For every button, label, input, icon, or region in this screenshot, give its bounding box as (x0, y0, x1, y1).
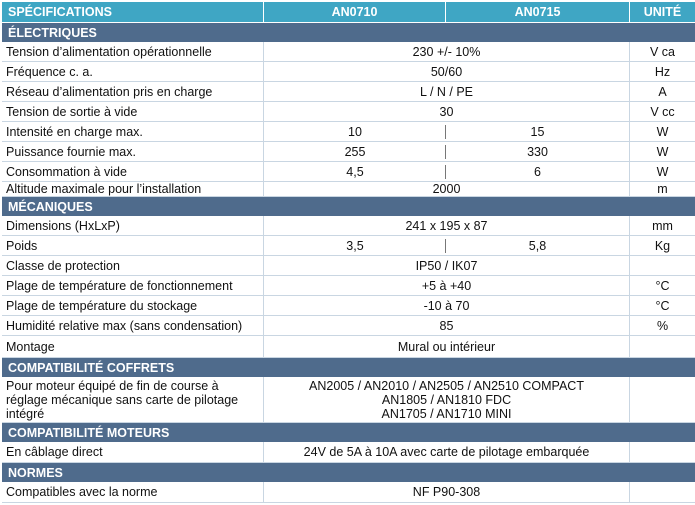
column-divider (445, 165, 446, 179)
row-value-an0715: 6 (446, 162, 630, 181)
row-label-line: Pour moteur équipé de fin de course à (6, 378, 219, 393)
table-row (2, 482, 695, 503)
row-value: 241 x 195 x 87 (264, 216, 630, 235)
row-unit (630, 336, 695, 357)
table-row (2, 296, 695, 316)
section-normes (2, 463, 695, 482)
row-label: Intensité en charge max. (2, 122, 264, 141)
row-value: 50/60 (264, 62, 630, 81)
section-electriques (2, 23, 695, 42)
row-unit: m (657, 182, 668, 196)
table-row (2, 236, 695, 256)
row-value: NF P90-308 (264, 482, 630, 502)
section-title: NORMES (8, 465, 63, 480)
section-compatibilite-moteurs (2, 423, 695, 442)
table-row (2, 216, 695, 236)
row-value (264, 377, 630, 422)
row-unit: mm (652, 218, 673, 233)
specifications-table (2, 2, 695, 503)
row-unit: Kg (654, 238, 671, 253)
row-value: Mural ou intérieur (264, 336, 630, 357)
table-row (2, 82, 695, 102)
table-row (2, 316, 695, 336)
row-value-line: AN1705 / AN1710 MINI (381, 406, 512, 421)
row-value-line: AN2005 / AN2010 / AN2505 / AN2510 COMPACT (309, 378, 584, 393)
row-unit: V cc (650, 104, 675, 119)
row-value: 30 (264, 102, 630, 121)
row-label: Humidité relative max (sans condensation) (2, 316, 264, 335)
row-unit: W (656, 164, 669, 179)
section-title: COMPATIBILITÉ COFFRETS (8, 360, 175, 375)
row-label: Classe de protection (2, 256, 264, 275)
row-unit: Hz (654, 64, 671, 79)
row-unit (630, 256, 695, 275)
table-row (2, 122, 695, 142)
row-value-an0715: 5,8 (446, 236, 630, 255)
table-row (2, 62, 695, 82)
table-row (2, 162, 695, 182)
row-label-line: réglage mécanique sans carte de pilotage (6, 392, 239, 407)
row-label: Plage de température de fonctionnement (2, 276, 264, 295)
section-title: ÉLECTRIQUES (8, 25, 97, 40)
header-an0715: AN0715 (446, 2, 630, 22)
row-value-an0710: 4,5 (346, 164, 364, 179)
row-value-an0710: 10 (348, 124, 362, 139)
row-unit: °C (655, 298, 670, 313)
section-mecaniques (2, 197, 695, 216)
row-value: L / N / PE (264, 82, 630, 101)
row-value: 24V de 5A à 10A avec carte de pilotage embarquée (264, 442, 630, 462)
row-value: 2000 (264, 182, 630, 196)
header-specifications: SPÉCIFICATIONS (2, 2, 264, 22)
row-unit (630, 482, 695, 502)
row-unit: W (656, 124, 669, 139)
row-unit (630, 442, 695, 462)
row-value: IP50 / IK07 (264, 256, 630, 275)
row-label (2, 377, 264, 422)
row-label: Dimensions (HxLxP) (2, 216, 264, 235)
row-label: Montage (2, 336, 264, 357)
table-row (2, 42, 695, 62)
row-value: 230 +/- 10% (264, 42, 630, 61)
row-value-an0715: 15 (446, 122, 630, 141)
row-unit: V ca (649, 44, 675, 59)
table-row (2, 142, 695, 162)
row-label-line: intégré (6, 406, 45, 421)
row-label: Consommation à vide (2, 162, 264, 181)
column-divider (445, 125, 446, 139)
row-unit: W (656, 144, 669, 159)
table-row (2, 377, 695, 423)
row-value: -10 à 70 (264, 296, 630, 315)
table-row (2, 276, 695, 296)
row-value-an0710: 3,5 (346, 238, 364, 253)
row-label: Fréquence c. a. (2, 62, 264, 81)
row-label: Compatibles avec la norme (2, 482, 264, 502)
row-label: Puissance fournie max. (2, 142, 264, 161)
column-divider (445, 145, 446, 159)
table-row (2, 182, 695, 197)
table-header (2, 2, 695, 23)
row-label: Tension de sortie à vide (2, 102, 264, 121)
header-an0710: AN0710 (264, 2, 446, 22)
row-value: 85 (264, 316, 630, 335)
section-title: COMPATIBILITÉ MOTEURS (8, 425, 170, 440)
column-divider (445, 239, 446, 253)
row-unit: A (658, 84, 667, 99)
row-label: Plage de température du stockage (2, 296, 264, 315)
row-label: Poids (2, 236, 264, 255)
row-value: +5 à +40 (264, 276, 630, 295)
row-label: Altitude maximale pour l’installation (2, 182, 264, 196)
row-value-an0710: 255 (344, 144, 366, 159)
row-unit: % (656, 318, 669, 333)
section-compatibilite-coffrets (2, 358, 695, 377)
row-label: Tension d’alimentation opérationnelle (2, 42, 264, 61)
row-value-an0715: 330 (446, 142, 630, 161)
row-label: Réseau d’alimentation pris en charge (2, 82, 264, 101)
table-row (2, 256, 695, 276)
section-title: MÉCANIQUES (8, 199, 93, 214)
header-unite: UNITÉ (643, 5, 682, 19)
row-unit: °C (655, 278, 670, 293)
table-row (2, 336, 695, 358)
row-unit (630, 377, 695, 422)
row-label: En câblage direct (2, 442, 264, 462)
table-row (2, 442, 695, 463)
row-value-line: AN1805 / AN1810 FDC (381, 392, 512, 407)
table-row (2, 102, 695, 122)
